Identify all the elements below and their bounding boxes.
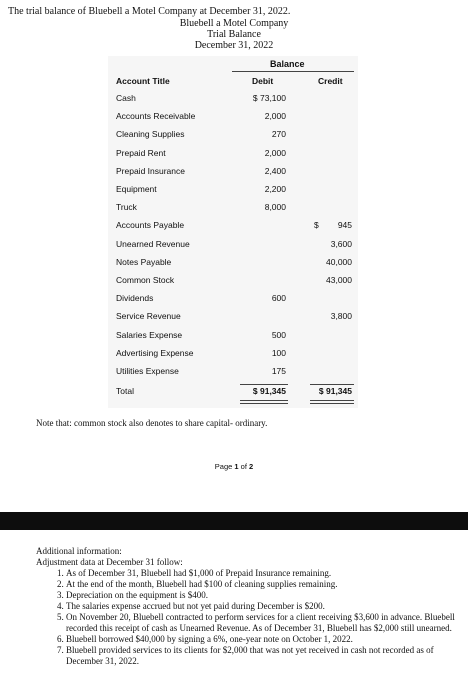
table-row [116, 184, 354, 202]
total-label: Total [116, 386, 134, 396]
debit-value: 2,200 [264, 184, 286, 194]
debit-value: 2,000 [264, 111, 286, 122]
debit-header: Debit [252, 76, 274, 86]
page-number: Page 1 of 2 [214, 462, 254, 471]
debit-value: $ 73,100 [252, 93, 286, 103]
adjustment-item: 4. The salaries expense accrued but not yet paid during December is $200. [66, 601, 456, 612]
debit-value: 100 [271, 347, 286, 358]
credit-double-rule [310, 400, 354, 404]
account-title: Common Stock [116, 275, 175, 285]
credit-value: 43,000 [326, 275, 352, 285]
company-name: Bluebell a Motel Company [179, 18, 289, 29]
account-title: Equipment [116, 184, 157, 194]
account-title: Accounts Payable [116, 220, 185, 231]
report-date: December 31, 2022 [194, 40, 274, 51]
debit-value: 500 [271, 329, 286, 340]
account-title: Service Revenue [116, 311, 181, 322]
table-row [116, 348, 354, 366]
table-row [116, 166, 354, 184]
credit-value: 3,600 [330, 238, 352, 249]
debit-value: 2,000 [264, 147, 286, 158]
adjustment-list [36, 568, 456, 667]
credit-dollar-sign: $ [314, 220, 319, 231]
page-separator-band [0, 512, 468, 530]
table-row [116, 148, 354, 166]
total-debit: $ 91,345 [252, 386, 286, 396]
table-row [116, 220, 354, 238]
account-title: Cash [116, 93, 136, 103]
table-row [116, 366, 354, 384]
note-text: Note that: common stock also denotes to share capital- ordinary. [36, 418, 268, 428]
account-title: Advertising Expense [116, 347, 194, 358]
account-title: Notes Payable [116, 256, 172, 267]
account-title: Prepaid Rent [116, 147, 166, 158]
account-title: Dividends [116, 293, 154, 304]
credit-total-rule [310, 384, 354, 385]
table-row [116, 293, 354, 311]
total-credit: $ 91,345 [318, 386, 352, 396]
adjustment-item: 6. Bluebell borrowed $40,000 by signing a 6%, one-year note on October 1, 2022. [66, 634, 456, 645]
debit-value: 270 [271, 129, 286, 140]
account-title: Prepaid Insurance [116, 165, 185, 176]
debit-value: 2,400 [264, 165, 286, 176]
balance-underline [232, 71, 354, 72]
debit-total-rule [240, 384, 288, 385]
adjustment-item: 5. On November 20, Bluebell contracted to perform services for a client receiving $3,600 in advance. Bluebell recorded this receipt of cash as Unearned Revenue. As of December 31, Bluebell has $2,000 still unearned. [66, 612, 456, 634]
debit-value: 8,000 [264, 202, 286, 213]
table-row [116, 239, 354, 257]
report-title: Trial Balance [207, 29, 261, 40]
account-title: Utilities Expense [116, 366, 179, 376]
debit-double-rule [240, 400, 288, 404]
debit-value: 175 [271, 366, 286, 376]
table-row [116, 93, 354, 111]
account-title: Accounts Receivable [116, 111, 196, 122]
account-title: Unearned Revenue [116, 238, 190, 249]
account-title: Salaries Expense [116, 329, 183, 340]
debit-value: 600 [271, 293, 286, 304]
table-row [116, 257, 354, 275]
table-row [116, 311, 354, 329]
adjustment-item: 1. As of December 31, Bluebell had $1,000 of Prepaid Insurance remaining. [66, 568, 456, 579]
credit-value: 945 [337, 220, 352, 231]
table-row [116, 202, 354, 220]
additional-information [36, 546, 456, 667]
account-title: Cleaning Supplies [116, 129, 185, 140]
table-row [116, 275, 354, 293]
additional-subtitle: Adjustment data at December 31 follow: [36, 557, 183, 567]
table-row [116, 111, 354, 129]
adjustment-item: 3. Depreciation on the equipment is $400. [66, 590, 456, 601]
account-title-header: Account Title [116, 76, 170, 86]
table-row [116, 129, 354, 147]
additional-title: Additional information: [36, 546, 122, 556]
credit-value: 3,800 [330, 311, 352, 322]
credit-value: 40,000 [326, 256, 352, 267]
intro-text: The trial balance of Bluebell a Motel Company at December 31, 2022. [8, 6, 291, 17]
table-row [116, 330, 354, 348]
balance-header: Balance [270, 59, 305, 69]
adjustment-item: 2. At the end of the month, Bluebell had $100 of cleaning supplies remaining. [66, 579, 456, 590]
adjustment-item: 7. Bluebell provided services to its clients for $2,000 that was not yet received in cash not recorded as of December 31, 2022. [66, 645, 456, 667]
credit-header: Credit [318, 76, 343, 86]
account-title: Truck [116, 202, 137, 213]
